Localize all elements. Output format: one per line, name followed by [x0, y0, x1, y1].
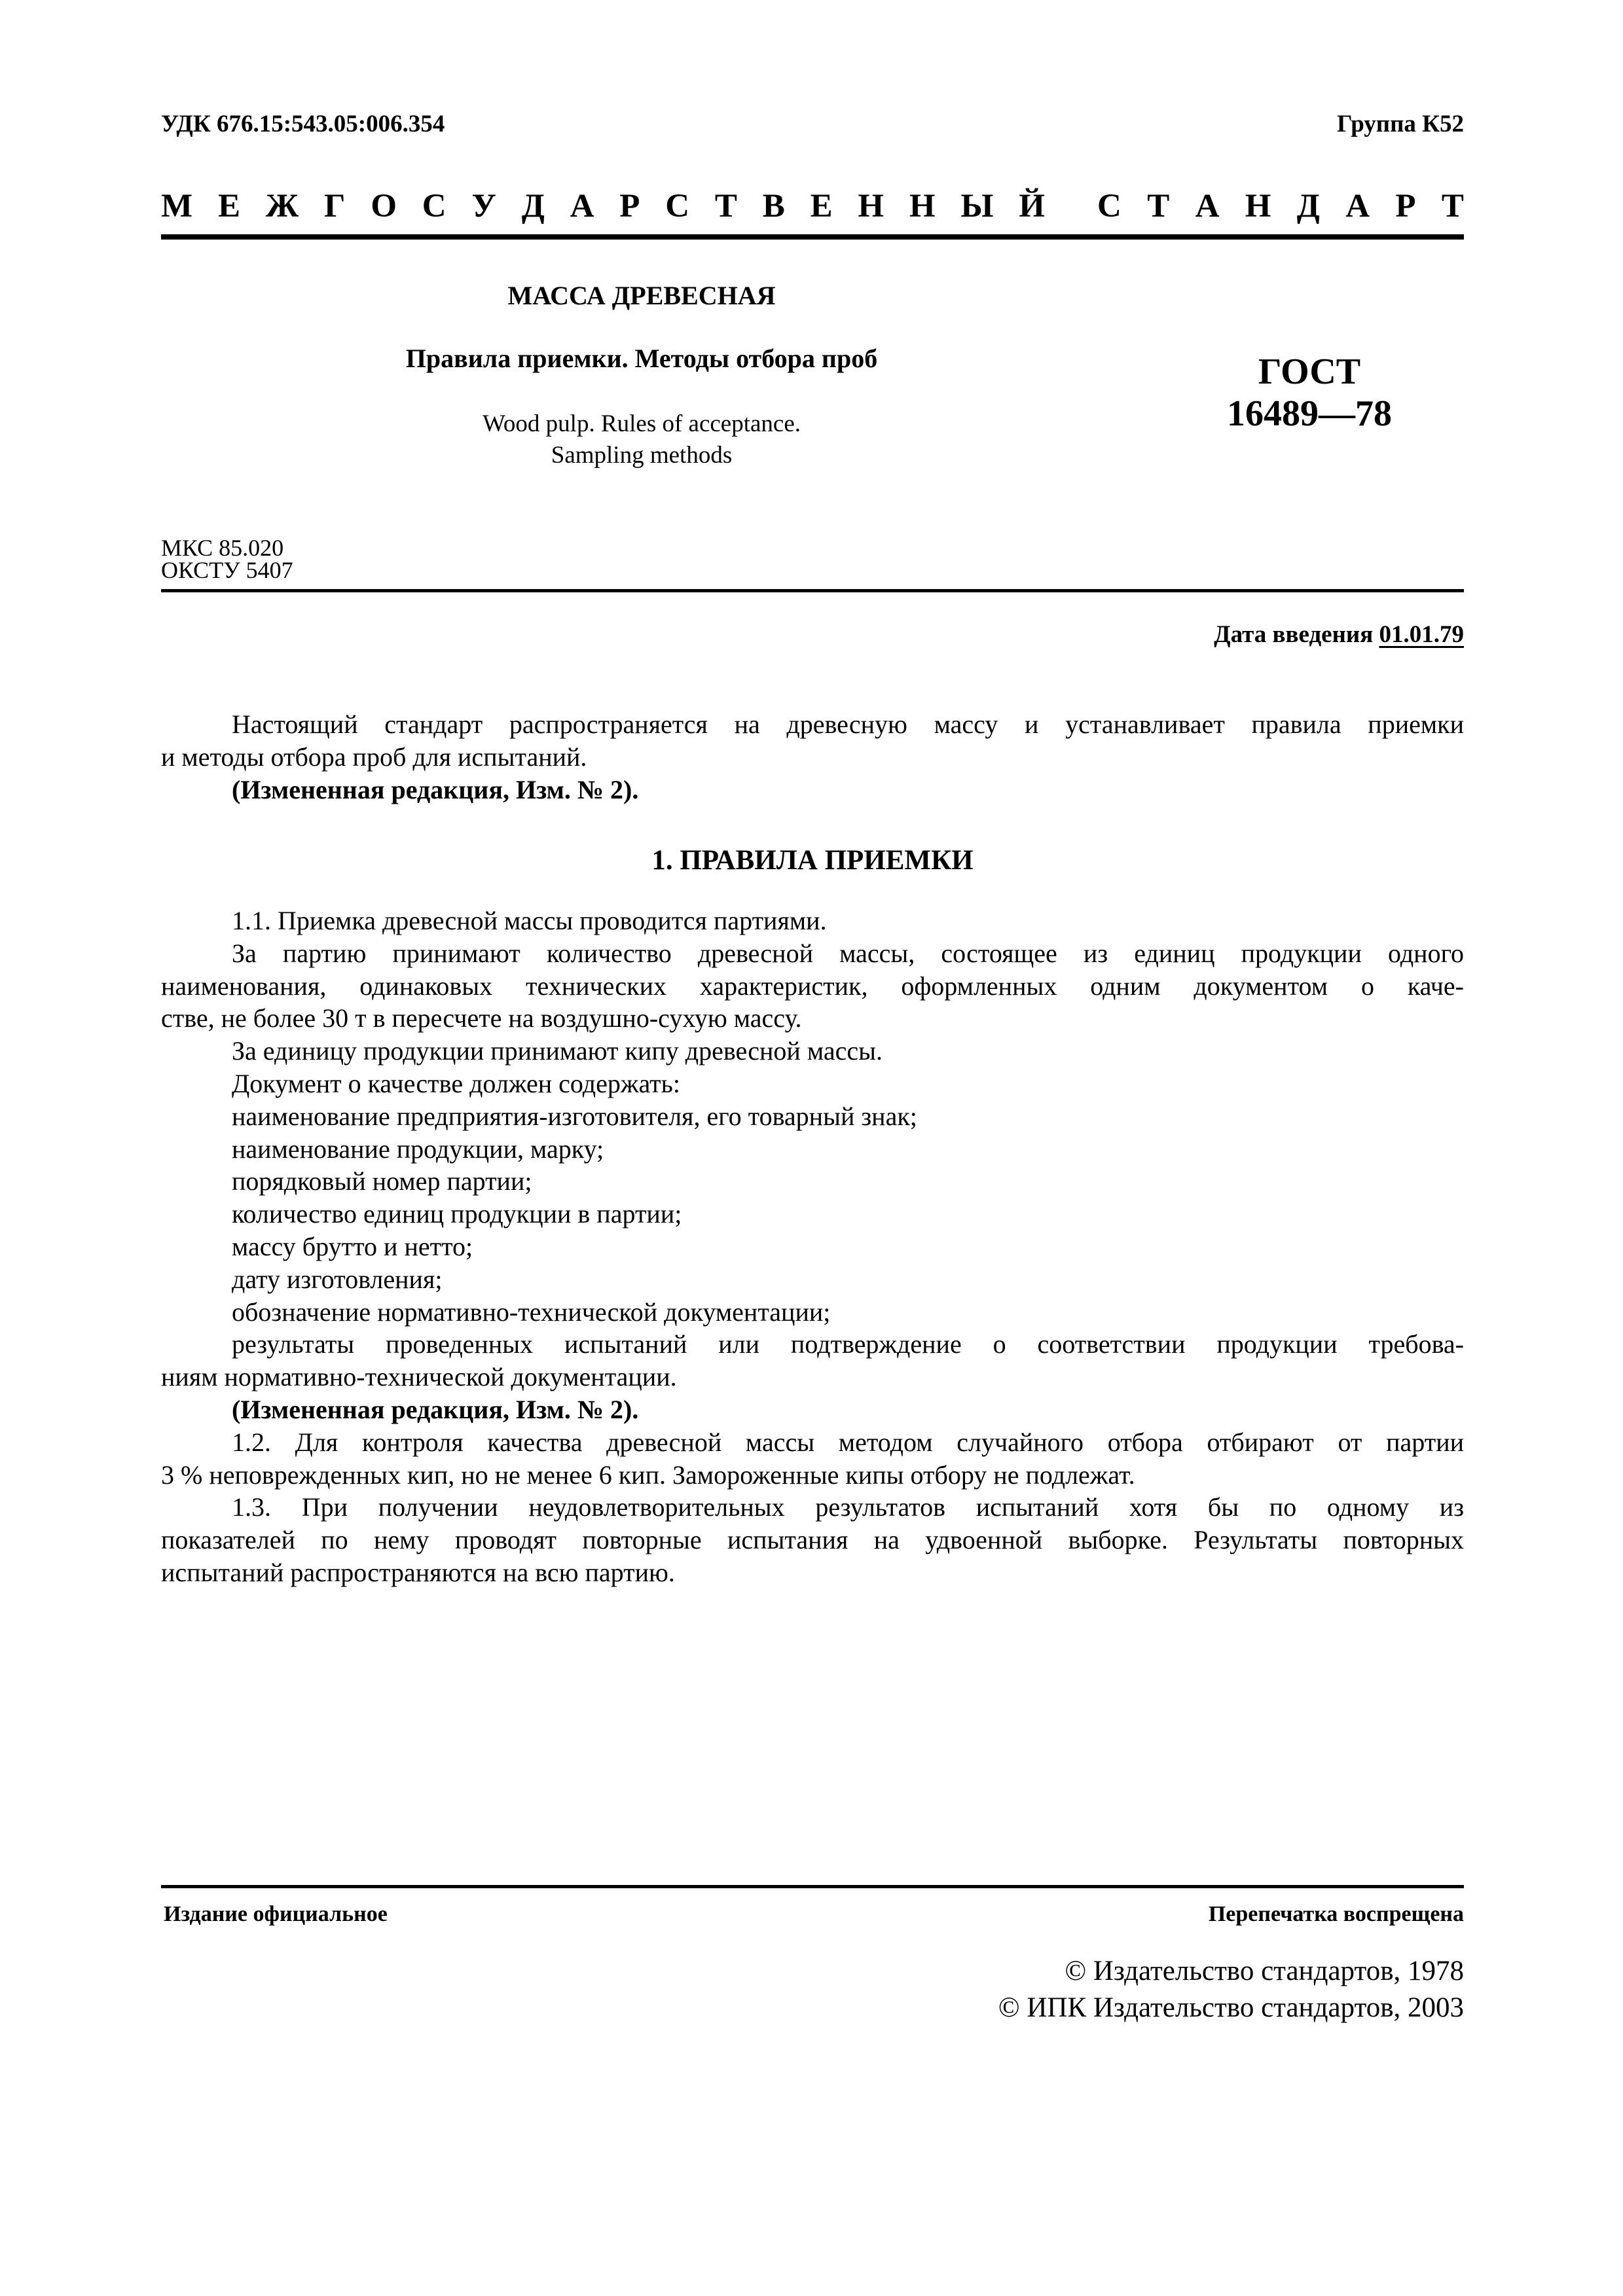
quality-doc-item: дату изготовления; — [232, 1264, 443, 1294]
classification-codes — [161, 537, 293, 581]
banner-letter: Ы — [960, 188, 994, 224]
quality-doc-item: количество единиц продукции в партии; — [232, 1199, 682, 1229]
banner-letter: Р — [619, 188, 640, 224]
banner-letter: С — [422, 188, 447, 224]
clause-1-2-line-1: 1.2. Для контроля качества древесной массы методом случайного отбора отбирают от партии — [232, 1427, 1464, 1457]
quality-doc-item: наименование предприятия-изготовителя, его товарный знак; — [232, 1101, 917, 1131]
intro-amendment: (Измененная редакция, Изм. № 2). — [232, 774, 639, 804]
date-label: Дата введения — [1214, 621, 1379, 648]
banner-letter: Д — [1296, 188, 1320, 224]
standard-banner — [161, 187, 1464, 225]
footer-rule — [161, 1885, 1464, 1888]
quality-doc-item: массу брутто и нетто; — [232, 1231, 473, 1261]
copyright-line-1: © Издательство стандартов, 1978 — [1065, 1956, 1464, 1986]
section-1-body — [161, 905, 1464, 1589]
clause-1-1: 1.1. Приемка древесной массы проводится партиями. — [232, 906, 827, 935]
banner-letter: Р — [1395, 188, 1416, 224]
banner-letter: Н — [858, 188, 884, 224]
banner-letter: Г — [324, 188, 346, 224]
clause-1-3-line-3: испытаний распространяются на всю партию. — [161, 1557, 675, 1587]
quality-doc-results-line-2: ниям нормативно-технической документации. — [161, 1362, 677, 1392]
banner-letters-right — [1097, 187, 1464, 225]
section-1-heading: 1. ПРАВИЛА ПРИЕМКИ — [651, 845, 974, 876]
banner-letter: Н — [909, 188, 936, 224]
intro-line-1: Настоящий стандарт распространяется на древесную массу и устанавливает правила приемки — [232, 709, 1464, 739]
banner-letter: Й — [1019, 188, 1045, 224]
banner-letter: С — [1097, 188, 1122, 224]
clause-1-3-line-2: показателей по нему проводят повторные испытания на удвоенной выборке. Результаты повторных — [161, 1525, 1464, 1555]
okstu-code: ОКСТУ 5407 — [161, 557, 293, 583]
banner-letter: С — [665, 188, 690, 224]
quality-doc-intro: Документ о качестве должен содержать: — [232, 1068, 681, 1098]
clause-1-3-line-1: 1.3. При получении неудовлетворительных результатов испытаний хотя бы по одному из — [232, 1492, 1464, 1522]
document-title: МАССА ДРЕВЕСНАЯ — [507, 281, 776, 310]
section-1-heading-wrap — [161, 844, 1464, 877]
banner-letter: Е — [217, 188, 240, 224]
lot-definition-line-3: стве, не более 30 т в пересчете на воздушно-сухую массу. — [161, 1003, 802, 1033]
banner-letter: Т — [1147, 188, 1170, 224]
banner-letter: Т — [714, 188, 737, 224]
banner-letters-left — [161, 187, 1045, 225]
english-title-line2: Sampling methods — [551, 442, 733, 469]
clause-1-2-line-2: 3 % неповрежденных кип, но не менее 6 кип. Замороженные кипы отбору не подлежат. — [161, 1460, 1135, 1490]
english-title — [393, 408, 890, 471]
quality-doc-item: порядковый номер партии; — [232, 1166, 532, 1196]
intro-section — [161, 708, 1464, 806]
udk-code: УДК 676.15:543.05:006.354 — [161, 111, 445, 137]
banner-letter: А — [1345, 188, 1370, 224]
lot-definition-line-2: наименования, одинаковых технических характеристик, оформленных одним документом о каче- — [161, 971, 1464, 1001]
banner-letter: Т — [1441, 188, 1464, 224]
unit-definition: За единицу продукции принимают кипу древесной массы. — [232, 1036, 883, 1066]
lot-definition-line-1: За партию принимают количество древесной массы, состоящее из единиц продукции одного — [232, 938, 1464, 968]
quality-doc-results-line-1: результаты проведенных испытаний или подтверждение о соответствии продукции требова- — [232, 1329, 1464, 1359]
date-value: 01.01.79 — [1379, 621, 1464, 648]
banner-letter: О — [371, 188, 397, 224]
mks-code: МКС 85.020 — [161, 535, 284, 561]
banner-letter: Д — [521, 188, 545, 224]
banner-letter: В — [762, 188, 785, 224]
official-edition: Издание официальное — [164, 1902, 388, 1926]
intro-line-2: и методы отбора проб для испытаний. — [161, 742, 587, 772]
banner-letter: А — [1195, 188, 1220, 224]
banner-rule — [161, 234, 1464, 240]
banner-letter: У — [471, 188, 496, 224]
gost-label: ГОСТ — [1258, 351, 1361, 392]
group-code: Группа К52 — [1336, 111, 1464, 137]
copyright-block — [998, 1953, 1464, 2026]
reprint-prohibited: Перепечатка воспрещена — [1208, 1902, 1464, 1926]
banner-letter: А — [570, 188, 594, 224]
banner-letter: Е — [810, 188, 833, 224]
gost-designation — [1165, 351, 1453, 435]
section-1-amendment: (Измененная редакция, Изм. № 2). — [232, 1394, 639, 1424]
banner-letter: Н — [1245, 188, 1271, 224]
quality-doc-item: наименование продукции, марку; — [232, 1134, 604, 1164]
banner-letter: М — [161, 188, 193, 224]
classification-rule — [161, 589, 1464, 592]
introduction-date — [1214, 620, 1464, 649]
document-subtitle: Правила приемки. Методы отбора проб — [405, 344, 878, 373]
copyright-line-2: © ИПК Издательство стандартов, 2003 — [998, 1992, 1464, 2023]
banner-letter: Ж — [265, 188, 299, 224]
english-title-line1: Wood pulp. Rules of acceptance. — [482, 410, 801, 437]
gost-number: 16489—78 — [1227, 393, 1392, 434]
quality-doc-item: обозначение нормативно-технической документации; — [232, 1297, 831, 1327]
